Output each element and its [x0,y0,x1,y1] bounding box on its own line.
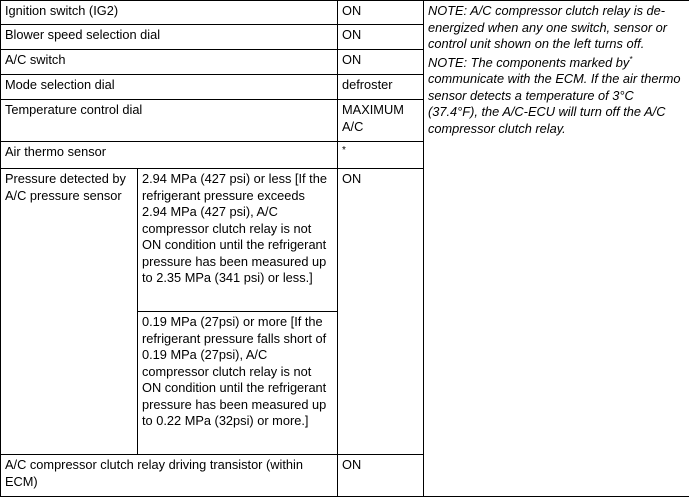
air-thermo-status [338,142,424,169]
note-de-energized: NOTE: A/C compressor clutch relay is de-energized when any one switch, sensor or control unit shown on the left turns off. [428,3,668,51]
notes-cell [424,1,689,497]
mode-label: Mode selection dial [1,75,338,100]
mode-status: defroster [338,75,424,100]
pressure-condition-low: 0.19 MPa (27psi) or more [If the refrigerant pressure falls short of 0.19 MPa (27psi), A/C compressor clutch relay is not ON condition until the refrigerant pressure has been measured up to 0.22 MPa (32psi) or more.] [138,312,338,455]
pressure-status: ON [338,169,424,455]
air-thermo-marker: * [342,145,346,156]
air-thermo-label: Air thermo sensor [1,142,338,169]
ac-switch-status: ON [338,50,424,75]
temperature-label: Temperature control dial [1,100,338,142]
note2-marker: * [629,54,633,64]
transistor-status: ON [338,455,424,497]
transistor-label: A/C compressor clutch relay driving transistor (within ECM) [1,455,338,497]
ignition-status: ON [338,1,424,25]
blower-label: Blower speed selection dial [1,25,338,50]
pressure-condition-high: 2.94 MPa (427 psi) or less [If the refrigerant pressure exceeds 2.94 MPa (427 psi), A/C compressor clutch relay is not ON condition until the refrigerant pressure has been measured up to 2.35 MPa (341 psi) or less.] [138,169,338,312]
note2-suffix: communicate with the ECM. If the air thermo sensor detects a temperature of 3°C (37.4°F), the A/C-ECU will turn off the A/C compressor clutch relay. [428,71,681,136]
table-row [1,1,689,25]
temperature-status: MAXIMUM A/C [338,100,424,142]
note-ecm-communication [428,55,685,138]
pressure-label: Pressure detected by A/C pressure sensor [1,169,138,455]
ignition-label: Ignition switch (IG2) [1,1,338,25]
note2-prefix: NOTE: The components marked by [428,54,630,70]
ac-switch-label: A/C switch [1,50,338,75]
blower-status: ON [338,25,424,50]
